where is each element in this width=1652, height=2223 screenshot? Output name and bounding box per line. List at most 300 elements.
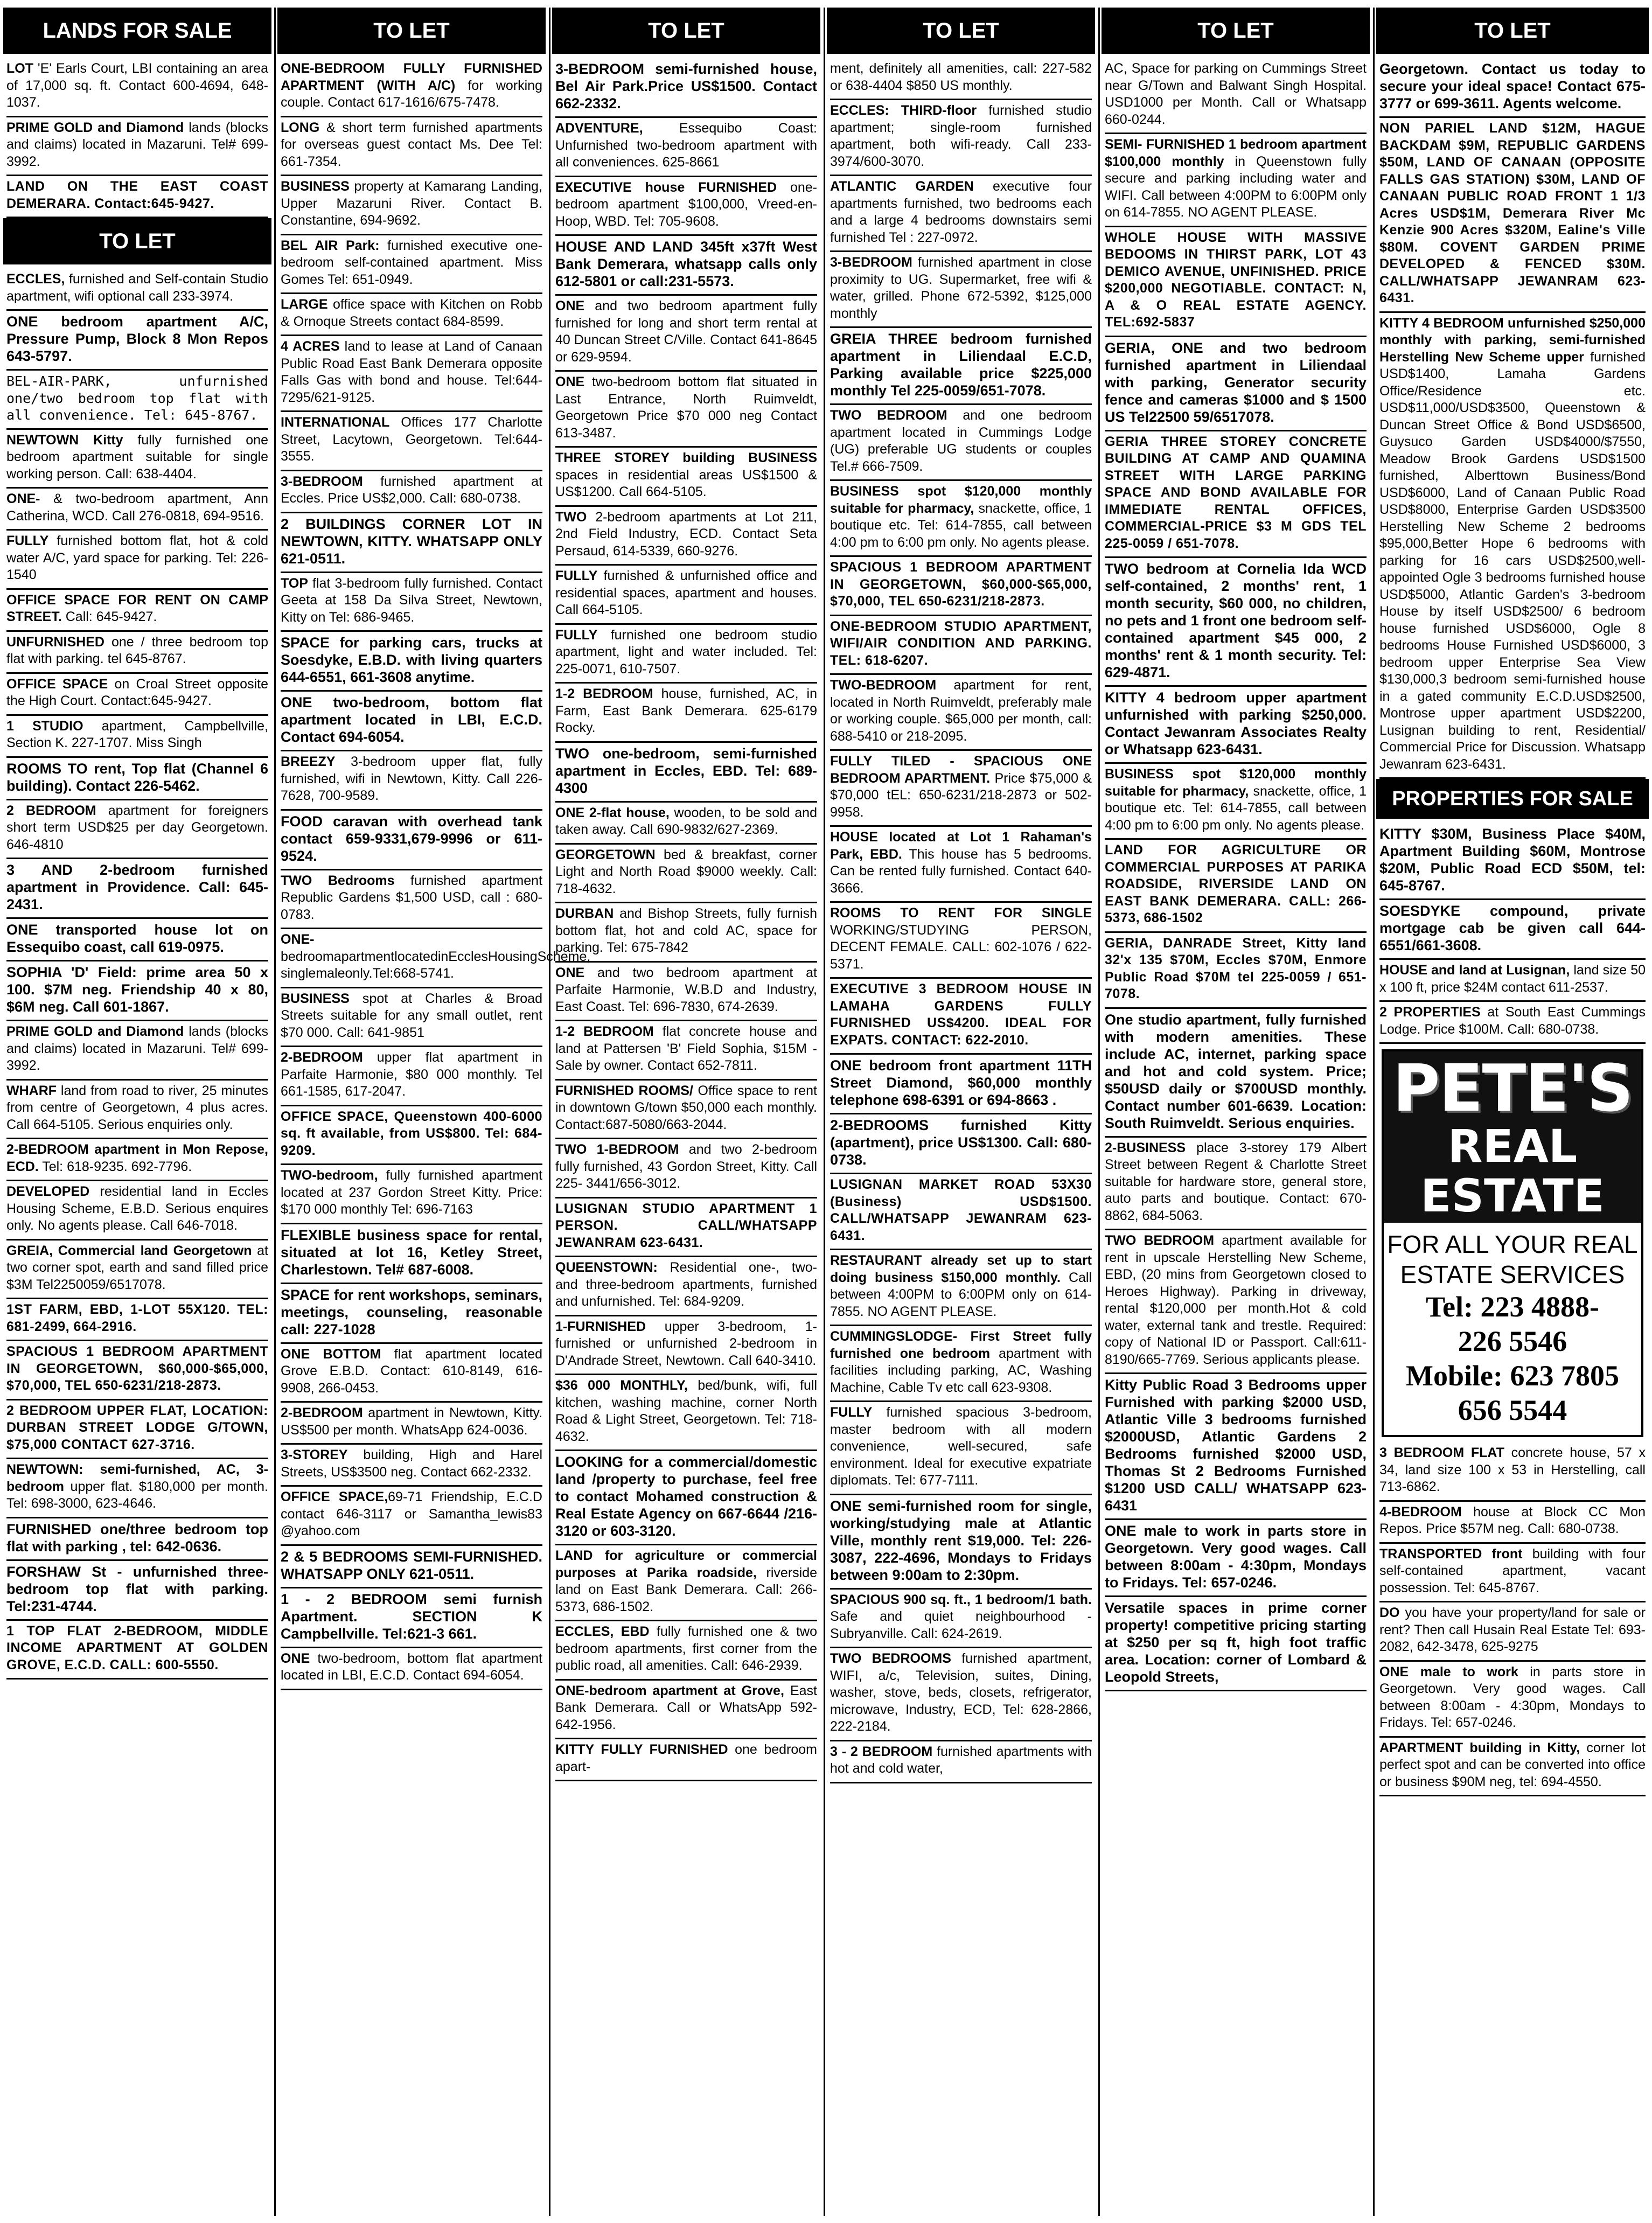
ad-body-text: & short term furnished apartments for overseas guest contact Ms. Dee Tel: 661-7354.	[281, 120, 542, 169]
ad-body-text: Call between 4:00PM to 6:00PM only on 614-7855. NO AGENT PLEASE.	[830, 1270, 1092, 1319]
ad-lead-text: FOOD caravan with overhead tank contact 659-9331,679-9996 or 611-9524.	[281, 813, 542, 864]
ad-body-text: office space with Kitchen on Robb & Ornoque Streets contact 684-8599.	[281, 297, 542, 329]
classified-ad	[6, 1181, 268, 1241]
ad-body-text: apartment with facilities including parking, AC, Washing Machine, Cable Tv etc call 623-9308.	[830, 1346, 1092, 1395]
ad-body-text: building with four self-contained apartment, vacant possession. Tel: 645-8767.	[1379, 1546, 1646, 1595]
ad-column-6	[1376, 8, 1649, 2216]
ad-lead-text: ONE transported house lot on Essequibo coast, call 619-0975.	[6, 922, 268, 955]
classified-ad	[1105, 1230, 1367, 1374]
logo-tagline: FOR ALL YOUR REAL ESTATE SERVICES	[1387, 1230, 1638, 1288]
classified-ad	[6, 176, 268, 218]
classified-ad	[1379, 1662, 1646, 1738]
classified-ad	[281, 412, 542, 471]
ad-body-text: flat 3-bedroom fully furnished. Contact Geeta at 158 Da Silva Street, Newtown, Kitty on Tel: 686-9465.	[281, 575, 542, 625]
classified-ad	[6, 1459, 268, 1518]
ad-lead-text: RESTAURANT already set up to start doing business $150,000 monthly.	[830, 1253, 1092, 1285]
ad-lead-text: LARGE	[281, 297, 328, 312]
ad-lead-text: SPACIOUS 1 BEDROOM APARTMENT IN GEORGETOWN, $60,000-$65,000, $70,000, TEL 650-6231/218-2873.	[830, 560, 1092, 609]
ad-lead-text: 1 TOP FLAT 2-BEDROOM, MIDDLE INCOME APARTMENT AT GOLDEN GROVE, E.C.D. CALL: 600-5550.	[6, 1623, 268, 1673]
classified-ad	[555, 1681, 817, 1740]
classified-ad	[281, 235, 542, 295]
ad-lead-text: BEL AIR Park:	[281, 238, 380, 253]
petes-real-estate-logo	[1382, 1049, 1643, 1437]
ad-body-text: on Croal Street opposite the High Court. Contact:645-9427.	[6, 676, 268, 708]
classified-ad	[555, 1621, 817, 1681]
ad-body-text: one-bedroom apartment $100,000, Vreed-en-Hoop, WBD. Tel: 705-9608.	[555, 179, 817, 229]
ad-body-text: wooden, to be sold and taken away. Call 690-9832/627-2369.	[555, 805, 817, 837]
ad-body-text: at South East Cummings Lodge. Price $100M. Call: 680-0738.	[1379, 1005, 1646, 1037]
ad-lead-text: 1 - 2 BEDROOM semi furnish Apartment. SECTION K Campbellville. Tel:621-3 661.	[281, 1591, 542, 1642]
ad-body-text: Residential one-, two- and three-bedroom apartments, furnished and unfurnished. Tel: 684-9209.	[555, 1260, 817, 1309]
ad-body-text: spaces in residential areas US$1500 & US$1200. Call 664-5105.	[555, 467, 817, 499]
ad-lead-text: WHOLE HOUSE WITH MASSIVE BEDOOMS IN THIRST PARK, LOT 43 DEMICO AVENUE, UNFINISHED. PRICE $200,000 NEGOTIABLE. CONTACT: N, A & O REAL ESTATE AGENCY. TEL:692-5837	[1105, 229, 1367, 330]
ad-lead-text: ONE two-bedroom, bottom flat apartment located in LBI, E.C.D. Contact 694-6054.	[281, 694, 542, 745]
ad-body-text: apartment for rent, located in North Ruimveldt, preferably male or working couple. $65,000 per month, call: 688-5410 or 218-2095.	[830, 678, 1092, 744]
ad-lead-text: LOOKING for a commercial/domestic land /property to purchase, feel free to contact Mohamed construction & Real Estate Agency on 667-6644 /216-3120 or 603-3120.	[555, 1454, 817, 1539]
ad-body-text: concrete house, 57 x 34, land size 100 x 53 in Herstelling, call 713-6862.	[1379, 1445, 1646, 1494]
logo-brand: PETE'S	[1392, 1051, 1633, 1126]
ad-lead-text: 2 PROPERTIES	[1379, 1005, 1481, 1020]
classified-ad	[281, 336, 542, 412]
classified-ad	[1105, 840, 1367, 933]
ad-body-text: fully furnished apartment located at 237 Gordon Street Kitty. Price: $170 000 monthly Tel: 696-7163	[281, 1168, 542, 1217]
classified-ad	[281, 294, 542, 336]
ad-lead-text: ECCLES: THIRD-floor	[830, 103, 977, 118]
classified-ad	[1105, 227, 1367, 337]
ad-body-text: & two-bedroom apartment, Ann Catherina, WCD. Call 276-0818, 694-9516.	[6, 491, 268, 524]
ad-body-text: house at Block CC Mon Repos. Price $57M neg. Call: 680-0738.	[1379, 1504, 1646, 1536]
ad-column-5	[1102, 8, 1370, 2216]
ad-column-1	[3, 8, 271, 2216]
ad-lead-text: LOT	[6, 61, 33, 76]
ad-lead-text: HOUSE and land at Lusignan,	[1379, 963, 1570, 978]
ad-lead-text: GERIA, DANRADE Street, Kitty land 32'x 135 $70M, Eccles $70M, Enmore Public Road $70M tel 225-0059 / 651-7078.	[1105, 935, 1367, 1001]
ad-body-text: and two bedroom apartment fully furnished for long and short term rental at 40 Duncan Street C/Ville. Contact 641-8645 or 629-9594.	[555, 298, 817, 365]
classified-ad	[830, 1590, 1092, 1649]
ad-body-text: ment, definitely all amenities, call: 227-582 or 638-4404 $850 US monthly.	[830, 61, 1092, 93]
ad-lead-text: OFFICE SPACE,	[281, 1489, 388, 1504]
ad-lead-text: ROOMS TO RENT FOR SINGLE	[830, 905, 1092, 921]
ad-lead-text: GERIA, ONE and two bedroom furnished apartment in Liliendaal with parking, Generator security fence and cameras $1000 and $ 1500 US Tel22500 59/6517078.	[1105, 339, 1367, 425]
classified-ad	[6, 430, 268, 489]
classified-ad	[6, 1081, 268, 1140]
classified-ad	[555, 177, 817, 236]
logo-brand-subtitle: REAL ESTATE	[1420, 1120, 1605, 1222]
classified-ad	[281, 117, 542, 177]
classified-ad	[555, 1257, 817, 1316]
classified-ad	[555, 1316, 817, 1376]
logo-mobile: Mobile: 623 7805	[1406, 1360, 1619, 1392]
classified-ad	[281, 1445, 542, 1487]
ad-lead-text: PRIME GOLD and Diamond	[6, 120, 184, 135]
ad-body-text: Office space to rent in downtown G/town $50,000 each monthly. Contact:687-5080/663-2044.	[555, 1083, 817, 1132]
classified-ad	[1105, 431, 1367, 559]
classified-ad	[555, 1021, 817, 1081]
classified-ad	[555, 296, 817, 372]
ad-body-text: East Bank Demerara. Call or WhatsApp 592-642-1956.	[555, 1683, 817, 1732]
ad-body-text: fully furnished one bedroom apartment suitable for single working person. Call: 638-4404.	[6, 432, 268, 482]
classified-ad	[6, 269, 268, 311]
ad-lead-text: 2 & 5 BEDROOMS SEMI-FURNISHED. WHATSAPP ONLY 621-0511.	[281, 1548, 542, 1582]
ad-lead-text: ONE-BEDROOM FULLY FURNISHED APARTMENT (WITH A/C)	[281, 61, 542, 93]
ad-lead-text: NEWTOWN: semi-furnished, AC, 3-bedroom	[6, 1462, 268, 1494]
ad-lead-text: SOPHIA 'D' Field: prime area 50 x 100. $7M neg. Friendship 40 x 80, $6M neg. Call 601-1867.	[6, 964, 268, 1015]
ad-lead-text: KITTY $30M, Business Place $40M, Apartment Building $60M, Montrose $20M, Public Road ECD $50M, tel: 645-8767.	[1379, 826, 1646, 894]
ad-lead-text: TRANSPORTED front	[1379, 1546, 1523, 1562]
column-rule	[1373, 8, 1375, 2216]
ad-lead-text: SPACIOUS 1 BEDROOM APARTMENT IN GEORGETOWN, $60,000-$65,000, $70,000, TEL 650-6231/218-2873.	[6, 1344, 268, 1393]
classified-ad	[281, 929, 591, 988]
classified-ad	[555, 803, 817, 845]
ad-lead-text: GREIA, Commercial land Georgetown	[6, 1243, 252, 1258]
ad-lead-text: LONG	[281, 120, 320, 135]
classified-ad	[281, 751, 542, 811]
classified-ad	[6, 1139, 268, 1181]
ad-body-text: BEL-AIR-PARK, unfurnished one/two bedroom top flat with all convenience. Tel: 645-8767.	[6, 373, 268, 423]
ad-body-text: Call: 645-9427.	[61, 609, 157, 624]
classified-ad	[555, 1451, 817, 1545]
ad-lead-text: 3-BEDROOM semi-furnished house, Bel Air Park.Price US$1500. Contact 662-2332.	[555, 61, 817, 112]
ad-lead-text: FULLY	[830, 1405, 873, 1420]
logo-banner	[1384, 1051, 1641, 1223]
classified-ad	[281, 58, 542, 117]
classified-ad	[830, 557, 1092, 616]
ad-lead-text: KITTY FULLY FURNISHED	[555, 1742, 728, 1757]
classified-ad	[555, 236, 817, 296]
classified-ad	[555, 372, 817, 448]
section-heading: PROPERTIES FOR SALE	[1376, 779, 1649, 819]
ad-lead-text: One studio apartment, fully furnished with modern amenities. These include AC, internet, parking space and hot and cold system. Price; $50USD daily or $700USD monthly. Contact number 601-6639. Location: South Ruimveldt. Serious enquiries.	[1105, 1011, 1367, 1131]
classified-ad	[1379, 900, 1646, 960]
ad-lead-text: 1 STUDIO	[6, 718, 83, 734]
ad-body-text: lands (blocks and claims) located in Mazaruni. Tel# 699-3992.	[6, 120, 268, 169]
classified-ad	[1379, 1602, 1646, 1662]
classified-ad	[6, 632, 268, 674]
ad-lead-text: QUEENSTOWN:	[555, 1260, 658, 1275]
ad-body-text: bedroomapartmentlocatedinEcclesHousingScheme, singlemaleonly.Tel:668-5741.	[281, 949, 591, 981]
ad-column-3	[552, 8, 820, 2216]
ad-lead-text: EXECUTIVE house FURNISHED	[555, 179, 777, 195]
classified-ad	[830, 58, 1092, 100]
ad-lead-text: TWO one-bedroom, semi-furnished apartment in Eccles, EBD. Tel: 689-4300	[555, 745, 817, 796]
ad-body-text: apartment in Newtown, Kitty. US$500 per month. WhatsApp 624-0036.	[281, 1405, 542, 1438]
ad-body-text: AC, Space for parking on Cummings Street near G/Town and Balwant Singh Hospital. USD1000 per Month. Call or Whatsapp 660-0244.	[1105, 61, 1367, 127]
ad-lead-text: TWO-bedroom,	[281, 1168, 378, 1183]
section-heading: TO LET	[552, 8, 820, 54]
ad-lead-text: ONE 2-flat house,	[555, 805, 670, 820]
ad-body-text: and two 2-bedroom fully furnished, 43 Gordon Street, Kitty. Call 225- 3441/656-3012.	[555, 1142, 817, 1191]
classified-ad	[6, 1299, 268, 1341]
ad-body-text: furnished apartment Republic Gardens $1,500 USD, call : 680-0783.	[281, 873, 542, 922]
ad-lead-text: SPACE for rent workshops, seminars, meetings, counseling, reasonable call: 227-1028	[281, 1286, 542, 1337]
classified-ad	[555, 625, 817, 684]
ad-body-text: land size 50 x 100 ft, price $24M contact 611-2537.	[1379, 963, 1646, 995]
ad-body-text: Price $75,000 & $70,000 tEL: 650-6231/218-2873 or 502-9958.	[830, 770, 1092, 820]
ad-lead-text: TOP	[281, 575, 308, 591]
ad-lead-text: Kitty Public Road 3 Bedrooms upper Furnished with parking $2000 USD, Atlantic Ville 3 bedrooms furnished $2000USD, Atlantic Gardens 2 Bedrooms furnished $2000 USD, Thomas St 2 Bedrooms Furnished $1200 USD CALL/ WHATSAPP 623-6431	[1105, 1377, 1367, 1514]
ad-lead-text: LUSIGNAN MARKET ROAD 53X30 (Business) USD$1500. CALL/WHATSAPP JEWANRAM 623-6431.	[830, 1177, 1092, 1243]
ad-lead-text: ONE	[281, 1650, 310, 1666]
classified-ad	[281, 692, 542, 751]
logo-telephone: Tel: 223 4888-	[1426, 1291, 1599, 1323]
ad-lead-text: ONE bedroom front apartment 11TH Street Diamond, $60,000 monthly telephone 698-6391 or 694-8663 .	[830, 1057, 1092, 1108]
classified-ad	[1105, 558, 1367, 687]
ad-body-text: furnished apartments with hot and cold water,	[830, 1744, 1092, 1776]
ad-body-text: place 3-storey 179 Albert Street between Regent & Charlotte Street suitable for hardware store, general store, auto parts and boutique. Contact: 670-8862, 684-5063.	[1105, 1140, 1367, 1223]
ad-body-text: spot at Charles & Broad Streets suitable for any small outlet, rent $70 000. Call: 641-9851	[281, 991, 542, 1040]
classified-ad	[6, 311, 268, 371]
classified-ad	[1379, 823, 1646, 900]
ad-body-text: furnished and Self-contain Studio apartment, wifi optional call 233-3974.	[6, 271, 268, 304]
ad-lead-text: ATLANTIC GARDEN	[830, 179, 974, 194]
ad-lead-text: THREE STOREY building BUSINESS	[555, 450, 817, 465]
ad-body-text: executive four apartments furnished, two bedrooms each and a large 4 bedrooms downstairs semi furnished Tel : 227-0972.	[830, 179, 1092, 245]
ad-lead-text: NON PARIEL LAND $12M, HAGUE BACKDAM $9M, REPUBLIC GARDENS $50M, LAND OF CANAAN (OPPOSITE FALLS GAS STATION) $30M, LAND OF CANAAN PUBLIC ROAD FRONT 1 1/3 Acres USD$1M, Demerara River Mc Kenzie 900 Acres $320M, Ealine's Ville $80M. COVENT GARDEN PRIME DEVELOPED & FENCED $30M. CALL/WHATSAPP JEWANRAM 623-6431.	[1379, 121, 1646, 305]
classified-ad	[6, 371, 268, 430]
logo-mobile-2: 656 5544	[1458, 1394, 1567, 1426]
classified-ad	[555, 118, 817, 177]
classified-ad	[6, 716, 268, 758]
ad-lead-text: ONE	[555, 374, 585, 389]
ad-lead-text: OFFICE SPACE, Queenstown 400-6000 sq. ft available, from US$800. Tel: 684-9209.	[281, 1109, 542, 1158]
ad-lead-text: FULLY	[555, 627, 598, 643]
ad-lead-text: CUMMINGSLODGE- First Street fully furnished one bedroom	[830, 1329, 1092, 1361]
ad-lead-text: 2-BEDROOM apartment in Mon Repose, ECD.	[6, 1142, 268, 1174]
classified-ad	[281, 1344, 542, 1403]
ad-lead-text: UNFURNISHED	[6, 634, 104, 650]
ad-body-text: furnished bottom flat, hot & cold water A/C, yard space for parking. Tel: 226-1540	[6, 533, 268, 582]
ad-lead-text: SEMI- FURNISHED 1 bedroom apartment $100,000 monthly	[1105, 137, 1367, 169]
ad-lead-text: FURNISHED one/three bedroom top flat with parking , tel: 642-0636.	[6, 1521, 268, 1555]
classified-ad	[555, 448, 817, 507]
ad-body-text: furnished apartment at Eccles. Price US$2,000. Call: 680-0738.	[281, 473, 542, 506]
classified-ad	[6, 859, 268, 919]
ad-body-text: house, furnished, AC, in Farm, East Bank Demerara. 625-6179 Rocky.	[555, 686, 818, 735]
ad-lead-text: 1-FURNISHED	[555, 1319, 646, 1334]
ad-lead-text: INTERNATIONAL	[281, 415, 390, 430]
ad-body-text: one / three bedroom top flat with parking. tel 645-8767.	[6, 634, 268, 666]
classified-ad	[1105, 1520, 1367, 1597]
ad-lead-text: Versatile spaces in prime corner property! competitive pricing starting at $250 per sq ft, high foot traffic area. Location: corner of Lombard & Leopold Streets,	[1105, 1600, 1367, 1685]
ad-lead-text: 4-BEDROOM	[1379, 1504, 1462, 1520]
classified-ad	[281, 632, 542, 692]
classified-ad	[555, 58, 817, 118]
classified-ad	[281, 870, 542, 930]
ad-body-text: Safe and quiet neighbourhood - Subryanville. Call: 624-2619.	[830, 1609, 1092, 1641]
ad-lead-text: FULLY TILED - SPACIOUS ONE BEDROOM APARTMENT.	[830, 754, 1092, 786]
classified-ad	[281, 1047, 542, 1106]
ad-lead-text: 1-2 BEDROOM	[555, 1024, 654, 1039]
classified-ad	[281, 1546, 542, 1588]
classified-ad	[281, 513, 542, 573]
ad-body-text: riverside land on East Bank Demerara. Call: 266-5373, 686-1502.	[555, 1565, 818, 1614]
ad-lead-text: DEVELOPED	[6, 1184, 90, 1199]
ad-body-text: 'E' Earls Court, LBI containing an area of 17,000 sq. ft. Contact 600-4694, 648-1037.	[6, 61, 268, 110]
classified-ad	[6, 961, 268, 1021]
ad-column-4	[827, 8, 1095, 2216]
ad-lead-text: NEWTOWN Kitty	[6, 432, 123, 448]
ad-lead-text: 3 - 2 BEDROOM	[830, 1744, 933, 1759]
classified-ad	[6, 1621, 268, 1680]
ad-body-text: property at Kamarang Landing, Upper Mazaruni River. Contact B. Constantine, 694-9692.	[281, 179, 542, 228]
ad-lead-text: FURNISHED ROOMS/	[555, 1083, 693, 1098]
ad-lead-text: 3-BEDROOM	[830, 255, 912, 270]
ad-body-text: Offices 177 Charlotte Street, Lacytown, Georgetown. Tel:644-3555.	[281, 415, 542, 464]
ad-lead-text: TWO BEDROOM	[1105, 1233, 1215, 1248]
classified-ad	[6, 117, 268, 177]
classified-ad	[1379, 118, 1646, 313]
ad-lead-text: $36 000 MONTHLY,	[555, 1378, 688, 1393]
ad-body-text: fully furnished one & two bedroom apartments, first corner from the public road, all amenities. Call: 646-2939.	[555, 1624, 817, 1673]
classified-ad	[1379, 1544, 1646, 1603]
ad-lead-text: BUSINESS spot $120,000 monthly suitable for pharmacy,	[1105, 766, 1367, 799]
ad-lead-text: 3-STOREY	[281, 1447, 348, 1462]
ad-lead-text: ONE bedroom apartment A/C, Pressure Pump, Block 8 Mon Repos 643-5797.	[6, 313, 268, 364]
ad-body-text: furnished & unfurnished office and residential spaces, apartment and houses. Call 664-5105.	[555, 568, 817, 617]
ad-body-text: furnished spacious 3-bedroom, master bedroom with all modern convenience, well-secured, safe environment. Ideal for executive expatriate diplomats. Tel: 677-7111.	[830, 1405, 1092, 1488]
classified-ad	[830, 903, 1092, 979]
classified-ad	[1105, 764, 1367, 840]
classified-ad	[1105, 58, 1367, 134]
ad-lead-text: ONE-	[281, 932, 315, 947]
ad-body-text: lands (blocks and claims) located in Mazaruni. Tel# 699-3992.	[6, 1024, 268, 1073]
ad-lead-text: TWO 1-BEDROOM	[555, 1142, 679, 1157]
classified-ad	[6, 758, 268, 800]
ad-body-text: furnished apartment in close proximity to UG. Supermarket, free wifi & water, grilled. Phone 672-5392, $125,000 monthly	[830, 255, 1092, 321]
ad-lead-text: FULLY	[6, 533, 49, 548]
ad-body-text: apartment for foreigners short term USD$25 per day Georgetown. 646-4810	[6, 803, 269, 852]
classified-ad	[555, 1198, 817, 1258]
classified-ad	[830, 675, 1092, 751]
ad-lead-text: ROOMS TO rent, Top flat (Channel 6 building). Contact 226-5462.	[6, 760, 268, 794]
logo-telephone-2: 226 5546	[1458, 1325, 1567, 1357]
classified-ad	[830, 751, 1092, 827]
ad-lead-text: ECCLES,	[6, 271, 65, 287]
ad-body-text: furnished executive one-bedroom self-contained apartment. Miss Gomes Tel: 651-0949.	[281, 238, 542, 287]
classified-ad	[6, 489, 268, 531]
classified-ad	[830, 252, 1092, 328]
ad-lead-text: BUSINESS	[281, 991, 350, 1006]
classified-ad	[6, 531, 268, 590]
classified-ad	[830, 979, 1092, 1055]
ad-body-text: upper flat. $180,000 per month. Tel: 698-3000, 623-4646.	[6, 1479, 268, 1511]
ad-lead-text: ONE-	[6, 491, 40, 506]
classified-ad	[830, 1402, 1092, 1495]
classified-ad	[830, 1055, 1092, 1114]
ad-lead-text: TWO Bedrooms	[281, 873, 395, 888]
ad-lead-text: DO	[1379, 1605, 1400, 1620]
classified-ad	[281, 176, 542, 235]
ad-body-text: in parts store in Georgetown. Very good wages. Call between 8:00am - 4:30pm, Mondays to Fridays. Tel: 657-0246.	[1379, 1664, 1646, 1730]
classified-ad	[830, 1648, 1092, 1741]
ad-lead-text: 2-BEDROOMS furnished Kitty (apartment), price US$1300. Call: 680-0738.	[830, 1117, 1092, 1168]
ad-body-text: and one bedroom apartment located in Cummings Lodge (UG) preferable UG students or couples Tel.# 666-7509.	[830, 408, 1092, 474]
classified-ad	[281, 1487, 542, 1546]
classified-ad	[830, 1114, 1092, 1174]
classified-ad	[555, 566, 817, 625]
classified-ad	[281, 471, 542, 513]
ad-lead-text: 3 BEDROOM FLAT	[1379, 1445, 1504, 1460]
ad-body-text: furnished one bedroom studio apartment, light and water included. Tel: 225-0071, 610-7507.	[555, 627, 817, 677]
ad-lead-text: ONE semi-furnished room for single, working/studying male at Atlantic Ville, monthly rent $19,000. Tel: 226-3087, 222-4696, Mondays to Fridays between 9:00am to 2:30pm.	[830, 1497, 1092, 1583]
ad-lead-text: OFFICE SPACE	[6, 676, 108, 692]
classified-ad	[830, 481, 1092, 557]
classified-ad	[6, 1518, 268, 1561]
column-rule	[824, 8, 825, 2216]
ad-body-text: flat apartment located Grove E.B.D. Contact: 610-8149, 616-9908, 266-0453.	[281, 1346, 542, 1396]
section-heading: TO LET	[1102, 8, 1370, 54]
ad-body-text: WORKING/STUDYING PERSON, DECENT FEMALE. CALL: 602-1076 / 622-5371.	[830, 922, 1092, 972]
ad-body-text: snackette, office, 1 boutique etc. Tel: 614-7855, call between 4:00 pm to 6:00 pm only. No agents please.	[830, 500, 1092, 550]
classified-ad	[1105, 1009, 1367, 1138]
ad-lead-text: BREEZY	[281, 754, 336, 769]
ad-lead-text: FULLY	[555, 568, 598, 583]
classified-ad	[281, 573, 542, 632]
ad-lead-text: TWO BEDROOMS	[830, 1651, 951, 1666]
classified-ad	[830, 100, 1092, 176]
ad-lead-text: BUSINESS	[281, 179, 350, 194]
classified-ad	[281, 1165, 542, 1224]
classified-ad	[281, 1588, 542, 1648]
classified-ad	[555, 743, 817, 803]
classified-ad	[6, 58, 268, 117]
ad-lead-text: 2-BEDROOM	[281, 1405, 363, 1420]
ad-lead-text: WHARF	[6, 1083, 57, 1098]
classified-ad	[6, 1561, 268, 1621]
ad-lead-text: FORSHAW St - unfurnished three-bedroom top flat with parking. Tel:231-4744.	[6, 1563, 268, 1614]
ad-body-text: upper 3-bedroom, 1-furnished or unfurnished 2-bedroom in D'Andrade Street, Newtown. Call 640-3410.	[555, 1319, 817, 1368]
ad-body-text: 2-bedroom apartments at Lot 211, 2nd Field Industry, ECD. Contact Seta Persaud, 614-5339, 660-9276.	[555, 509, 817, 559]
section-heading: TO LET	[3, 218, 271, 264]
ad-lead-text: ONE BOTTOM	[281, 1346, 381, 1362]
ad-body-text: snackette, office, 1 boutique etc. Tel: 614-7855, call between 4:00 pm to 6:00 pm only. No agents please.	[1105, 783, 1367, 833]
ad-body-text: furnished USD$1400, Lamaha Gardens Office/Residence etc. USD$11,000/USD$3500, Queenstown & Duncan Street Office & Bond USD$6500, Guysuco Garden USD$4000/$7550, Meadow Brook Gardens USD$1500 furnished, Alberttown Business/Bond USD$6000, Land of Canaan Public Road USD$8000, Enterprise Garden USD$3500 Herstelling New Scheme 2 bedrooms $95,000,Better Hope 6 bedrooms with parking for 16 cars USD$2500,well-appointed Ogle 3 bedrooms furnished house USD$5000, Atlantic Garden's 3-bedroom House by itself USD$2500/ 6 bedroom house furnished USD$6000, Ogle 8 bedrooms House Furnished USD$6000, 3 bedroom upper Enterprise Sea View $130,000,3 bedroom semi-furnished house in a gated community E.C.D.USD$2500, Montrose upper apartment USD$2200, Lusignan building to rent, Residential/ Commercial Price for Discussion. Whatsapp Jewanram 623-6431.	[1379, 349, 1646, 772]
section-heading: TO LET	[277, 8, 546, 54]
classified-ad	[555, 507, 817, 566]
ad-lead-text: GEORGETOWN	[555, 847, 656, 862]
classified-ad	[1105, 1374, 1367, 1520]
ad-body-text: apartment, Campbellville, Section K. 227-1707. Miss Singh	[6, 718, 269, 750]
ad-body-text: 3-bedroom upper flat, fully furnished, wifi in Newtown, Kitty. Call 226-7628, 700-9589.	[281, 754, 542, 803]
classified-ad	[1379, 1502, 1646, 1544]
ad-lead-text: ECCLES, EBD	[555, 1624, 650, 1639]
ad-lead-text: 1-2 BEDROOM	[555, 686, 653, 701]
classified-ad	[830, 1174, 1092, 1250]
ad-lead-text: 2 BEDROOM UPPER FLAT, LOCATION: DURBAN STREET LODGE G/TOWN, $75,000 CONTACT 627-3716.	[6, 1403, 268, 1452]
classified-ad	[555, 1739, 817, 1781]
ad-body-text: furnished studio apartment; single-room furnished apartment, both wifi-ready. Call 233-3974/600-3070.	[830, 103, 1092, 169]
ad-lead-text: HOUSE located at Lot 1 Rahaman's Park, EBD.	[830, 830, 1092, 862]
classified-ad	[6, 1021, 268, 1081]
classified-ad	[281, 1106, 542, 1166]
ad-lead-text: LAND for agriculture or commercial purposes at Parika roadside,	[555, 1548, 817, 1580]
ad-body-text: two-bedroom, bottom flat apartment located in LBI, E.C.D. Contact 694-6054.	[281, 1650, 542, 1683]
ad-lead-text: TWO	[555, 509, 587, 525]
ad-body-text: and Bishop Streets, fully furnish bottom flat, hot and cold AC, space for parking. Tel: 675-7842	[555, 906, 817, 955]
ad-lead-text: 1ST FARM, EBD, 1-LOT 55X120. TEL: 681-2499, 664-2916.	[6, 1302, 268, 1334]
ad-lead-text: BUSINESS spot $120,000 monthly suitable for pharmacy,	[830, 484, 1092, 516]
ad-body-text: bed & breakfast, corner Light and North Road $9000 weekly. Call: 718-4632.	[555, 847, 817, 896]
ad-lead-text: LUSIGNAN STUDIO APARTMENT 1 PERSON. CALL/WHATSAPP JEWANRAM 623-6431.	[555, 1201, 817, 1250]
ad-body-text: This house has 5 bedrooms. Can be rented fully furnished. Contact 640-3666.	[830, 846, 1092, 896]
classified-ad	[6, 1341, 268, 1400]
ad-lead-text: 2-BUSINESS	[1105, 1140, 1186, 1155]
section-heading: LANDS FOR SALE	[3, 8, 271, 54]
ad-body-text: flat concrete house and land at Pattersen 'B' Field Sophia, $15M - Sale by owner. Contact 652-7811.	[555, 1024, 817, 1073]
ad-lead-text: SOESDYKE compound, private mortgage cab be given call 644-6551/661-3608.	[1379, 903, 1646, 953]
ad-lead-text: KITTY 4 bedroom upper apartment unfurnished with parking $250,000. Contact Jewanram Associates Realty or Whatsapp 623-6431.	[1105, 689, 1367, 757]
classified-ad	[830, 176, 1092, 252]
